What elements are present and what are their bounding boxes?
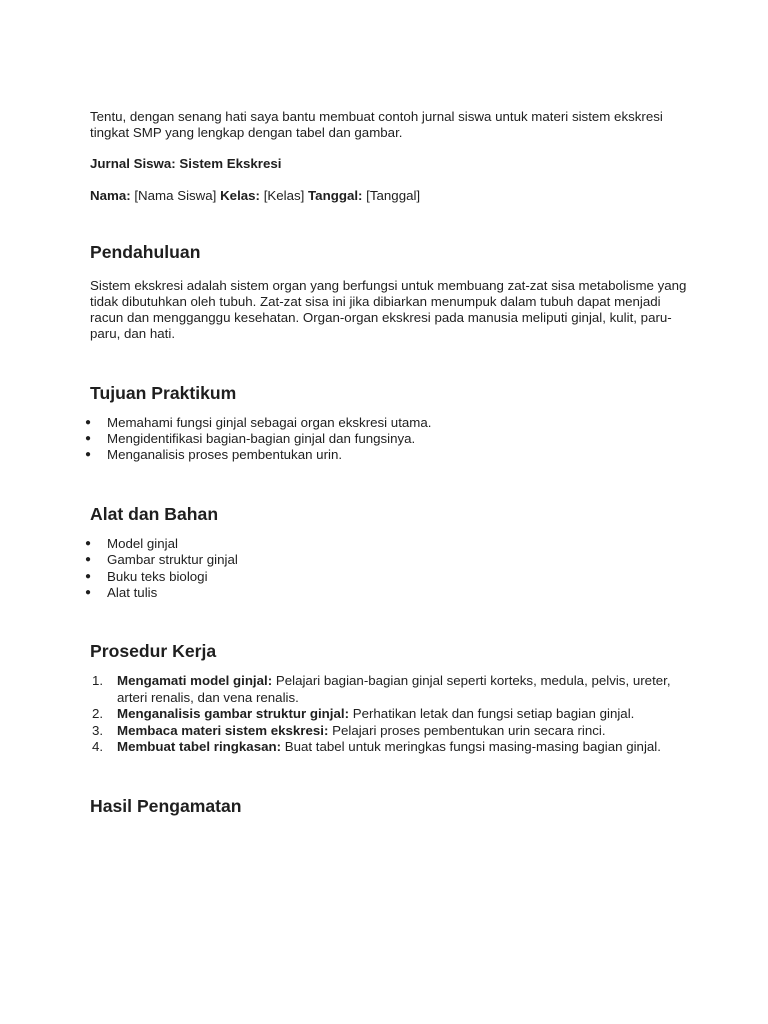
- list-item-text: Model ginjal: [107, 535, 178, 551]
- bullet-icon: ●: [85, 449, 92, 461]
- list-item-text: Buku teks biologi: [107, 568, 208, 584]
- step-number: 3.: [92, 722, 104, 738]
- step-number: 2.: [92, 706, 104, 722]
- step-title: Mengamati model ginjal:: [117, 673, 273, 689]
- tanggal-value: [Tanggal]: [362, 187, 421, 203]
- list-item-text: Menganalisis proses pembentukan urin.: [107, 447, 343, 463]
- step-title: Membaca materi sistem ekskresi:: [117, 722, 329, 738]
- kelas-value: [Kelas]: [260, 187, 309, 203]
- list-item: [85, 552, 690, 568]
- step-number: 4.: [92, 739, 104, 755]
- list-item: [85, 447, 690, 463]
- step-title: Menganalisis gambar struktur ginjal:: [117, 706, 350, 722]
- procedure-step: [90, 723, 690, 739]
- nama-label: Nama:: [90, 187, 131, 203]
- alat-list: [85, 535, 690, 602]
- tanggal-label: Tanggal:: [308, 187, 363, 203]
- bullet-icon: ●: [85, 587, 92, 599]
- nama-value: [Nama Siswa]: [130, 187, 221, 203]
- intro-paragraph: Tentu, dengan senang hati saya bantu membuat contoh jurnal siswa untuk materi sistem ekskresi tingkat SMP yang lengkap dengan tabel dan gambar.: [90, 109, 663, 141]
- student-meta-line: [90, 188, 690, 204]
- list-item: [85, 414, 690, 431]
- procedure-step: [90, 706, 690, 722]
- journal-title: Jurnal Siswa: Sistem Ekskresi: [90, 156, 282, 172]
- list-item: [85, 585, 690, 601]
- prosedur-list: [90, 673, 690, 755]
- list-item: [85, 431, 690, 447]
- step-number: 1.: [92, 673, 104, 689]
- procedure-step: [90, 673, 690, 706]
- step-text: Perhatikan letak dan fungsi setiap bagian ginjal.: [349, 706, 635, 722]
- list-item: [85, 535, 690, 552]
- step-text: Pelajari bagian-bagian ginjal seperti korteks, medula, pelvis, ureter, arteri renalis, dan vena renalis.: [117, 673, 671, 705]
- section-heading-prosedur: Prosedur Kerja: [90, 641, 217, 662]
- step-text: Pelajari proses pembentukan urin secara rinci.: [328, 722, 606, 738]
- bullet-icon: ●: [85, 554, 92, 566]
- bullet-icon: ●: [85, 416, 92, 428]
- section-heading-hasil: Hasil Pengamatan: [90, 795, 242, 816]
- document-content: [85, 109, 690, 817]
- procedure-step: [90, 739, 690, 755]
- section-heading-alat: Alat dan Bahan: [90, 503, 219, 524]
- step-title: Membuat tabel ringkasan:: [117, 739, 282, 755]
- step-text: Buat tabel untuk meringkas fungsi masing-masing bagian ginjal.: [281, 739, 661, 755]
- bullet-icon: ●: [85, 570, 92, 582]
- pendahuluan-paragraph: Sistem ekskresi adalah sistem organ yang berfungsi untuk membuang zat-zat sisa metabolisme yang tidak dibutuhkan oleh tubuh. Zat-zat sisa ini jika dibiarkan menumpuk dalam tubuh dapat menjadi racun dan mengganggu kesehatan. Organ-organ ekskresi pada manusia meliputi ginjal, kulit, paru-paru, dan hati.: [90, 277, 687, 342]
- bullet-icon: ●: [85, 537, 92, 549]
- list-item: [85, 568, 690, 585]
- list-item-text: Gambar struktur ginjal: [107, 552, 238, 568]
- list-item-text: Alat tulis: [107, 585, 158, 601]
- list-item-text: Mengidentifikasi bagian-bagian ginjal dan fungsinya.: [107, 431, 416, 447]
- list-item-text: Memahami fungsi ginjal sebagai organ ekskresi utama.: [107, 414, 432, 430]
- kelas-label: Kelas:: [220, 187, 260, 203]
- bullet-icon: ●: [85, 433, 92, 445]
- tujuan-list: [85, 414, 690, 464]
- section-heading-tujuan: Tujuan Praktikum: [90, 382, 237, 403]
- section-heading-pendahuluan: Pendahuluan: [90, 241, 201, 262]
